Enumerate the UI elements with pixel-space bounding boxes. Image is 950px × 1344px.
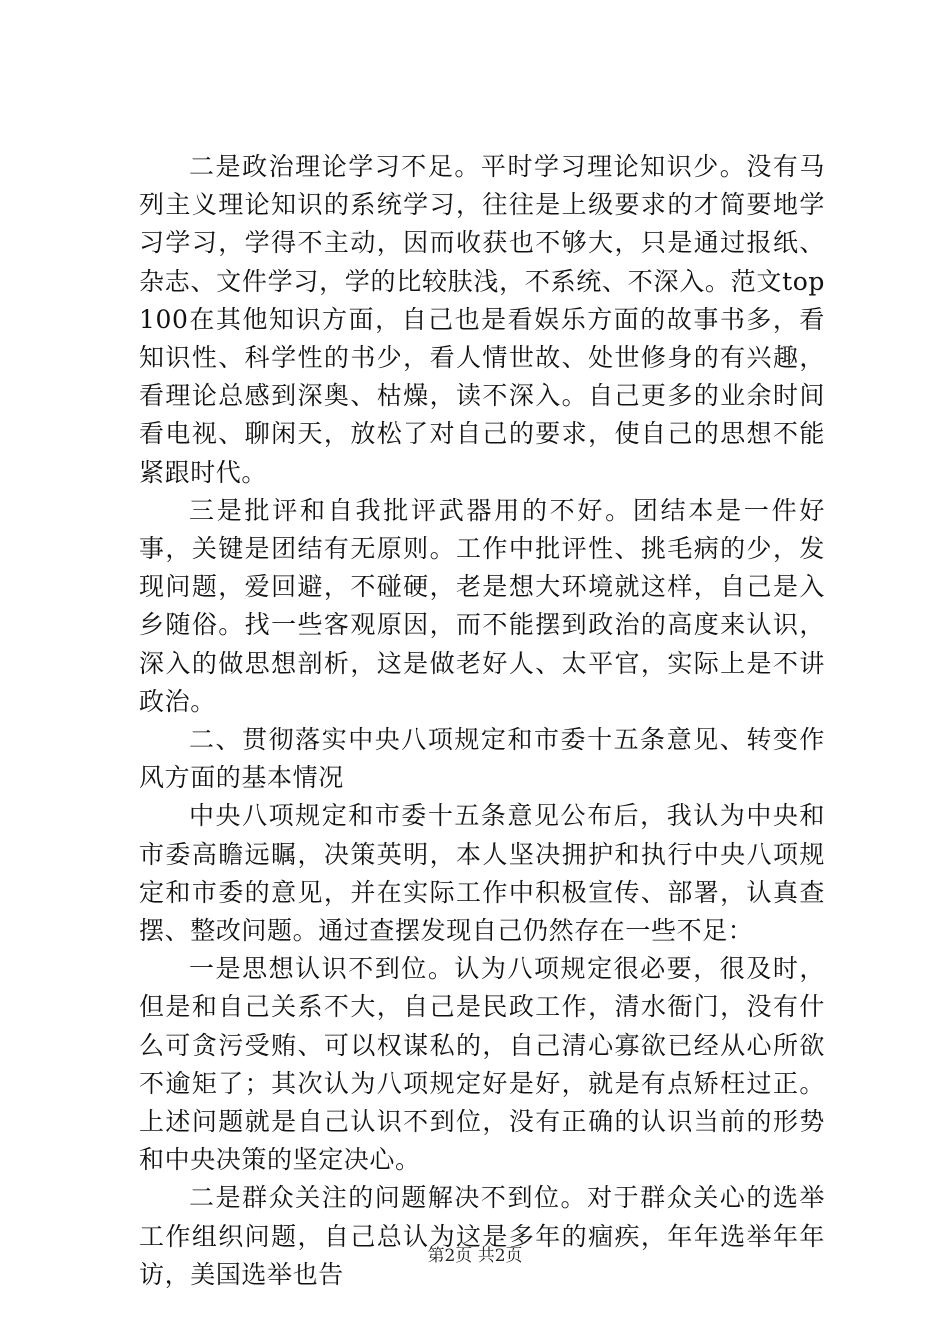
paragraph-ideological-awareness: 一是思想认识不到位。认为八项规定很必要，很及时，但是和自己关系不大，自己是民政工作，清水衙门，没有什么可贪污受贿、可以权谋私的，自己清心寡欲已经从心所欲不逾矩了；其次认为八项规定好是好，就是有点矫枉过正。上述问题就是自己认识不到位，没有正确的认识当前的形势和中央决策的坚定决心。 bbox=[139, 954, 825, 1175]
paragraph-eight-rules-intro: 中央八项规定和市委十五条意见公布后，我认为中央和市委高瞻远瞩，决策英明，本人坚决拥护和执行中央八项规定和市委的意见，并在实际工作中积极宣传、部署，认真查摆、整改问题。通过查摆发现自己仍然存在一些不足： bbox=[139, 801, 825, 946]
paragraph-public-concerns: 二是群众关注的问题解决不到位。对于群众关心的选举工作组织问题，自己总认为这是多年的痼疾，年年选举年年访，美国选举也告 bbox=[139, 1183, 825, 1289]
document-body bbox=[139, 148, 825, 1294]
paragraph-criticism: 三是批评和自我批评武器用的不好。团结本是一件好事，关键是团结有无原则。工作中批评性、挑毛病的少，发现问题，爱回避，不碰硬，老是想大环境就这样，自己是入乡随俗。找一些客观原因，而不能摆到政治的高度来认识，深入的做思想剖析，这是做老好人、太平官，实际上是不讲政治。 bbox=[139, 495, 825, 716]
page-number-footer: 第2页 共2页 bbox=[427, 1246, 523, 1266]
paragraph-political-theory: 二是政治理论学习不足。平时学习理论知识少。没有马列主义理论知识的系统学习，往往是上级要求的才简要地学习学习，学得不主动，因而收获也不够大，只是通过报纸、杂志、文件学习，学的比较肤浅，不系统、不深入。范文top100在其他知识方面，自己也是看娱乐方面的故事书多，看知识性、科学性的书少，看人情世故、处世修身的有兴趣，看理论总感到深奥、枯燥，读不深入。自己更多的业余时间看电视、聊闲天，放松了对自己的要求，使自己的思想不能紧跟时代。 bbox=[139, 152, 825, 487]
section-heading-eight-rules: 二、贯彻落实中央八项规定和市委十五条意见、转变作风方面的基本情况 bbox=[139, 725, 825, 793]
